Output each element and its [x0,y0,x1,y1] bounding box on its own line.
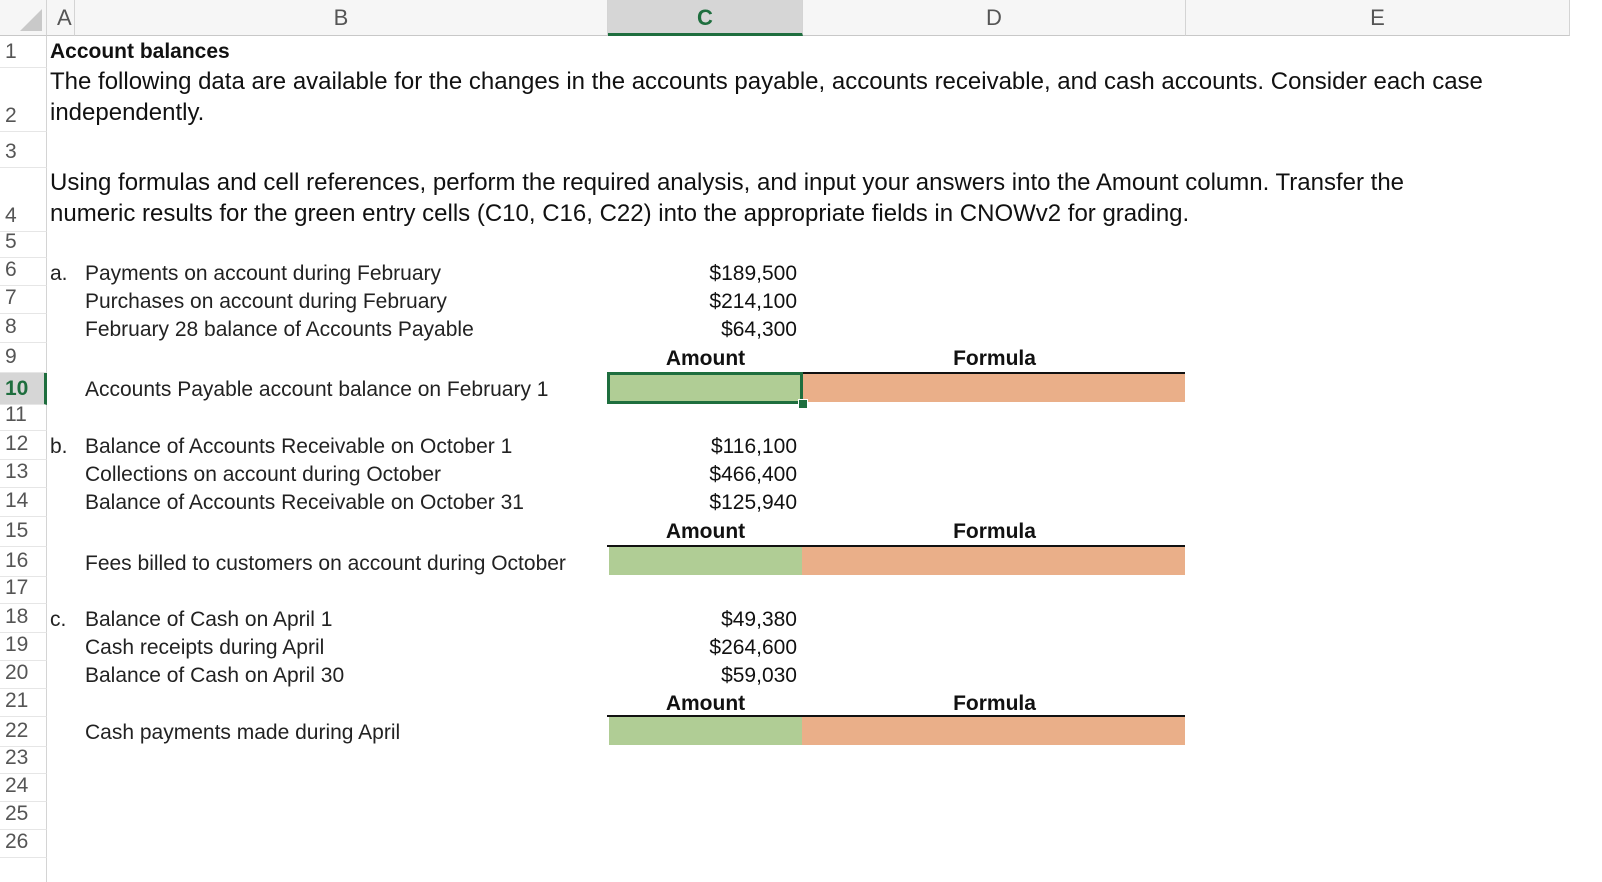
case-a-item-2-value[interactable]: $214,100 [709,290,797,313]
case-c-letter[interactable]: c. [50,608,67,631]
case-a-item-1-label[interactable]: Payments on account during February [85,262,442,285]
fill-handle[interactable] [798,399,808,409]
case-b-item-1-label[interactable]: Balance of Accounts Receivable on October 1 [85,435,513,458]
row-header-10[interactable]: 10 [0,373,47,405]
row-header-14[interactable]: 14 [0,488,47,517]
case-c-item-3-value[interactable]: $59,030 [721,664,797,687]
row-header-24[interactable]: 24 [0,774,47,802]
case-a-item-3-value[interactable]: $64,300 [721,318,797,341]
column-header-a[interactable]: A [47,0,75,36]
row-header-19[interactable]: 19 [0,633,47,661]
case-a-item-3-label[interactable]: February 28 balance of Accounts Payable [85,318,474,341]
case-b-item-3-value[interactable]: $125,940 [709,491,797,514]
case-b-amount-header[interactable]: Amount [665,520,746,543]
intro-line-2[interactable]: independently. [50,99,205,126]
row-header-3[interactable]: 3 [0,132,47,168]
row-header-4[interactable]: 4 [0,168,47,232]
case-b-item-2-label[interactable]: Collections on account during October [85,463,442,486]
case-c-amount-cell[interactable] [609,717,802,745]
case-b-item-2-value[interactable]: $466,400 [709,463,797,486]
row-header-27 [0,858,47,882]
row-header-21[interactable]: 21 [0,689,47,717]
row-header-6[interactable]: 6 [0,258,47,286]
row-header-11[interactable]: 11 [0,405,47,431]
column-header-e[interactable]: E [1186,0,1570,36]
column-header-c[interactable]: C [608,0,803,36]
row-header-23[interactable]: 23 [0,747,47,774]
row-header-22[interactable]: 22 [0,717,47,747]
case-a-item-2-label[interactable]: Purchases on account during February [85,290,447,313]
case-b-answer-label[interactable]: Fees billed to customers on account during October [85,552,566,575]
select-all-corner[interactable] [0,0,47,36]
row-header-9[interactable]: 9 [0,343,47,373]
case-b-letter[interactable]: b. [50,435,68,458]
row-header-15[interactable]: 15 [0,517,47,547]
case-b-formula-header[interactable]: Formula [953,520,1036,543]
sheet-title[interactable]: Account balances [50,40,230,63]
case-c-answer-label[interactable]: Cash payments made during April [85,721,401,744]
case-a-formula-cell[interactable] [802,374,1185,402]
row-header-5[interactable]: 5 [0,232,47,258]
instructions-line-1[interactable]: Using formulas and cell references, perform the required analysis, and input your answers into the Amount column. Transfer the [50,169,1405,196]
case-c-item-2-label[interactable]: Cash receipts during April [85,636,325,659]
row-header-1[interactable]: 1 [0,36,47,68]
case-a-answer-label[interactable]: Accounts Payable account balance on February 1 [85,378,549,401]
case-a-amount-header[interactable]: Amount [665,347,746,370]
case-b-amount-cell[interactable] [609,547,802,575]
case-c-formula-header[interactable]: Formula [953,692,1036,715]
row-header-20[interactable]: 20 [0,661,47,689]
case-b-item-3-label[interactable]: Balance of Accounts Receivable on October 31 [85,491,524,514]
row-header-16[interactable]: 16 [0,547,47,577]
row-header-7[interactable]: 7 [0,286,47,314]
case-c-item-2-value[interactable]: $264,600 [709,636,797,659]
case-b-formula-cell[interactable] [802,547,1185,575]
column-header-d[interactable]: D [803,0,1186,36]
case-c-item-3-label[interactable]: Balance of Cash on April 30 [85,664,345,687]
row-header-18[interactable]: 18 [0,604,47,633]
instructions-line-2[interactable]: numeric results for the green entry cells (C10, C16, C22) into the appropriate fields in CNOWv2 for grading. [50,200,1190,227]
case-a-formula-header[interactable]: Formula [953,347,1036,370]
select-all-triangle [20,9,42,31]
intro-line-1[interactable]: The following data are available for the changes in the accounts payable, accounts receivable, and cash accounts. Consider each case [50,68,1483,95]
row-header-25[interactable]: 25 [0,802,47,830]
case-b-item-1-value[interactable]: $116,100 [710,435,797,458]
row-header-12[interactable]: 12 [0,431,47,460]
case-a-amount-cell-selected[interactable] [607,372,803,404]
case-c-amount-header[interactable]: Amount [665,692,746,715]
row-header-17[interactable]: 17 [0,577,47,604]
row-header-13[interactable]: 13 [0,460,47,488]
row-header-8[interactable]: 8 [0,314,47,343]
case-c-item-1-value[interactable]: $49,380 [721,608,797,631]
column-header-b[interactable]: B [75,0,608,36]
case-a-item-1-value[interactable]: $189,500 [709,262,797,285]
case-c-item-1-label[interactable]: Balance of Cash on April 1 [85,608,333,631]
row-header-26[interactable]: 26 [0,830,47,858]
case-a-letter[interactable]: a. [50,262,68,285]
row-header-2[interactable]: 2 [0,68,47,132]
case-c-formula-cell[interactable] [802,717,1185,745]
